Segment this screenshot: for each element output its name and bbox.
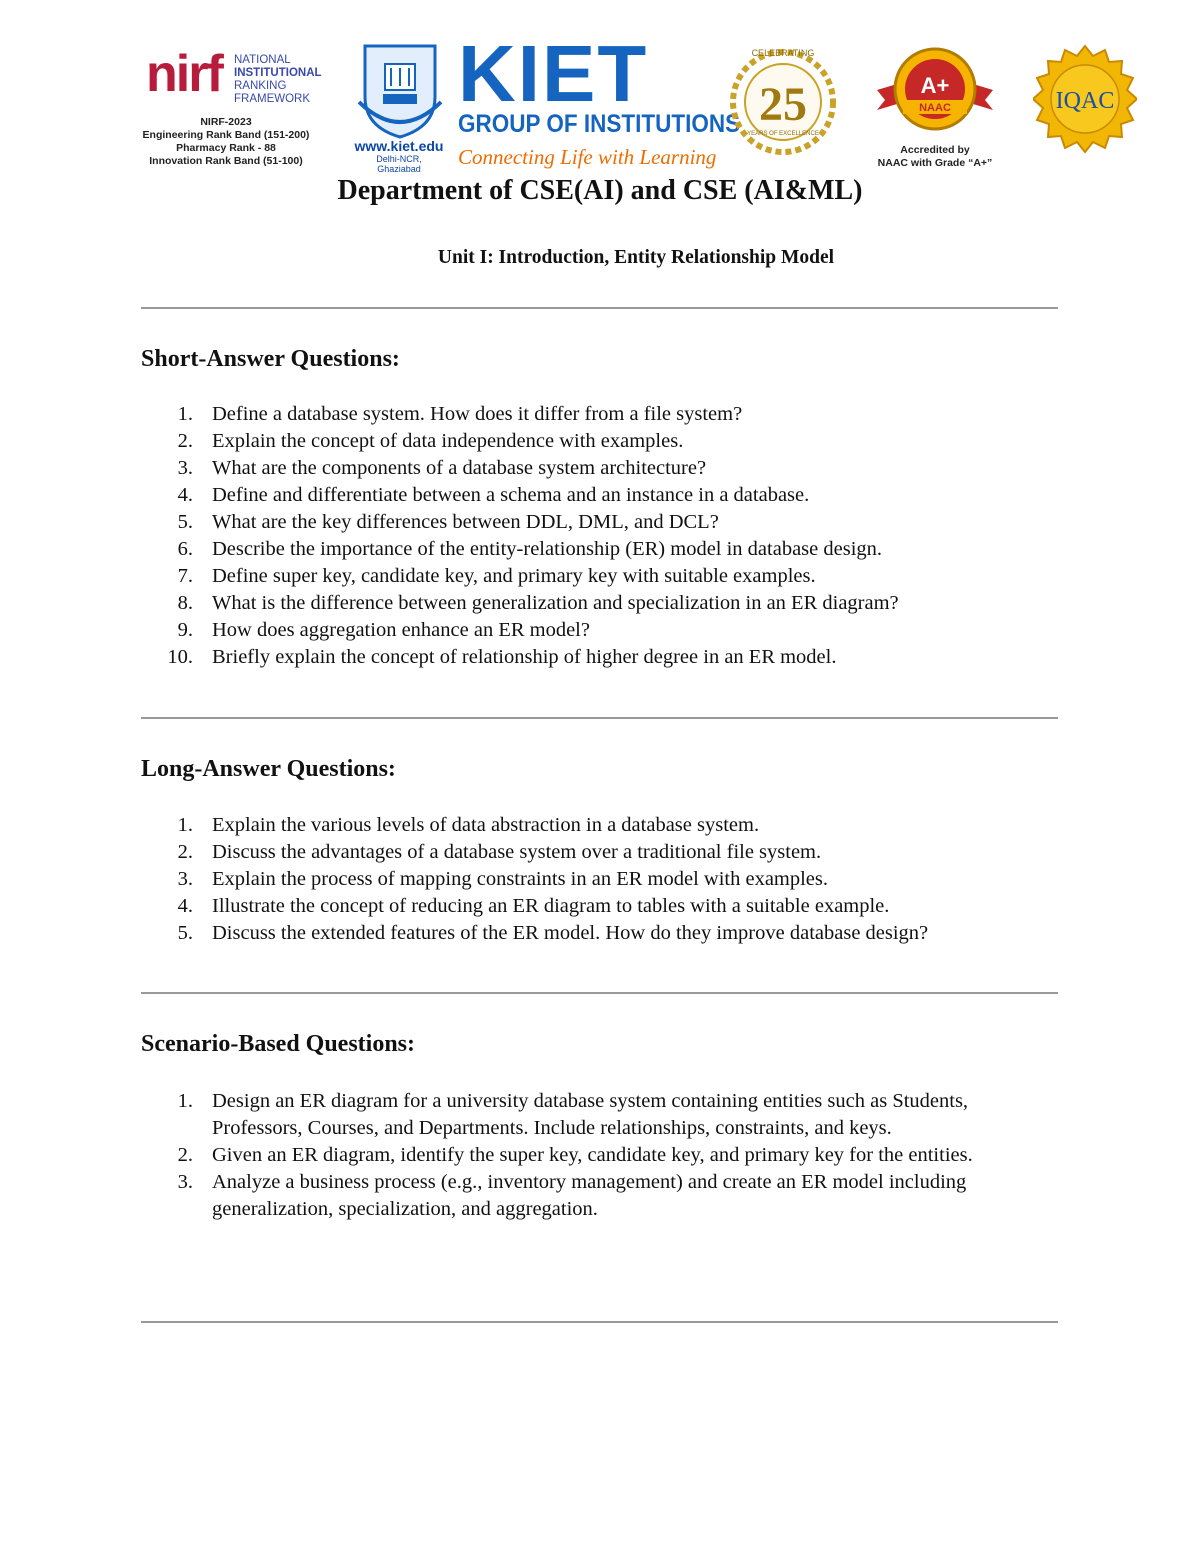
list-item: 4. Define and differentiate between a schema and an instance in a database. bbox=[177, 484, 810, 506]
scenario-list bbox=[141, 1088, 1041, 1223]
anniversary-25-badge-icon bbox=[726, 40, 841, 165]
naac-badge-icon bbox=[875, 44, 995, 134]
short-answer-heading: Short-Answer Questions: bbox=[141, 346, 400, 372]
nirf-rankings: NIRF-2023 Engineering Rank Band (151-200) Pharmacy Rank - 88 Innovation Rank Band (51-100) bbox=[142, 116, 310, 167]
list-item: 4. Illustrate the concept of reducing an ER diagram to tables with a suitable example. bbox=[177, 895, 890, 917]
naac-label: NAAC bbox=[919, 102, 951, 114]
list-item: 1. Define a database system. How does it differ from a file system? bbox=[177, 403, 743, 425]
list-item: 3. Analyze a business process (e.g., inventory management) and create an ER model including generalization, specialization, and aggregation. bbox=[177, 1171, 967, 1220]
department-title: Department of CSE(AI) and CSE (AI&ML) bbox=[337, 175, 863, 206]
long-answer-list bbox=[141, 812, 1041, 947]
short-answer-list bbox=[141, 401, 1041, 671]
scenario-heading: Scenario-Based Questions: bbox=[141, 1031, 416, 1057]
list-item: 2. Discuss the advantages of a database system over a traditional file system. bbox=[177, 841, 822, 863]
kiet-group-name: GROUP OF INSTITUTIONS bbox=[458, 110, 741, 138]
iqac-label: IQAC bbox=[1055, 88, 1115, 114]
list-item: 9. How does aggregation enhance an ER model? bbox=[177, 619, 590, 641]
kiet-website: www.kiet.edu bbox=[354, 138, 444, 154]
long-answer-heading: Long-Answer Questions: bbox=[141, 756, 396, 782]
list-item: 3. Explain the process of mapping constraints in an ER model with examples. bbox=[177, 868, 829, 890]
nirf-fullname: NATIONAL INSTITUTIONAL RANKING FRAMEWORK bbox=[234, 54, 322, 105]
list-item: 1. Explain the various levels of data abstraction in a database system. bbox=[177, 814, 760, 836]
list-item: 2. Given an ER diagram, identify the super key, candidate key, and primary key for the entities. bbox=[177, 1144, 973, 1166]
list-item: 2. Explain the concept of data independence with examples. bbox=[177, 430, 684, 452]
naac-caption: Accredited by NAAC with Grade “A+” bbox=[877, 144, 993, 169]
list-item: 1. Design an ER diagram for a university database system containing entities such as Students, Professors, Courses, and Departments. Include relationships, constraints, and keys. bbox=[177, 1090, 969, 1139]
naac-grade: A+ bbox=[920, 73, 950, 98]
kiet-wordmark: KIET bbox=[458, 29, 649, 118]
anniversary-ribbon: CELEBRATING bbox=[751, 48, 815, 58]
list-item: 8. What is the difference between generalization and specialization in an ER diagram? bbox=[177, 592, 899, 614]
list-item: 6. Describe the importance of the entity-relationship (ER) model in database design. bbox=[177, 538, 883, 560]
list-item: 7. Define super key, candidate key, and primary key with suitable examples. bbox=[177, 565, 816, 587]
kiet-tagline: Connecting Life with Learning bbox=[458, 145, 717, 169]
list-item: 5. What are the key differences between DDL, DML, and DCL? bbox=[177, 511, 719, 533]
iqac-seal-icon bbox=[1033, 42, 1137, 170]
anniversary-sub: YEARS OF EXCELLENCE bbox=[747, 131, 819, 137]
nirf-wordmark: nirf bbox=[146, 45, 222, 103]
list-item: 3. What are the components of a database system architecture? bbox=[177, 457, 707, 479]
logo-strip bbox=[140, 29, 1140, 175]
divider bbox=[141, 307, 1058, 309]
anniversary-number: 25 bbox=[759, 78, 807, 131]
list-item: 10. Briefly explain the concept of relationship of higher degree in an ER model. bbox=[167, 646, 837, 668]
divider bbox=[141, 717, 1058, 719]
divider bbox=[141, 1321, 1058, 1323]
list-item: 5. Discuss the extended features of the ER model. How do they improve database design? bbox=[177, 922, 929, 944]
kiet-location: Delhi-NCR, Ghaziabad bbox=[376, 154, 422, 174]
unit-title: Unit I: Introduction, Entity Relationship Model bbox=[437, 247, 835, 268]
divider bbox=[141, 992, 1058, 994]
